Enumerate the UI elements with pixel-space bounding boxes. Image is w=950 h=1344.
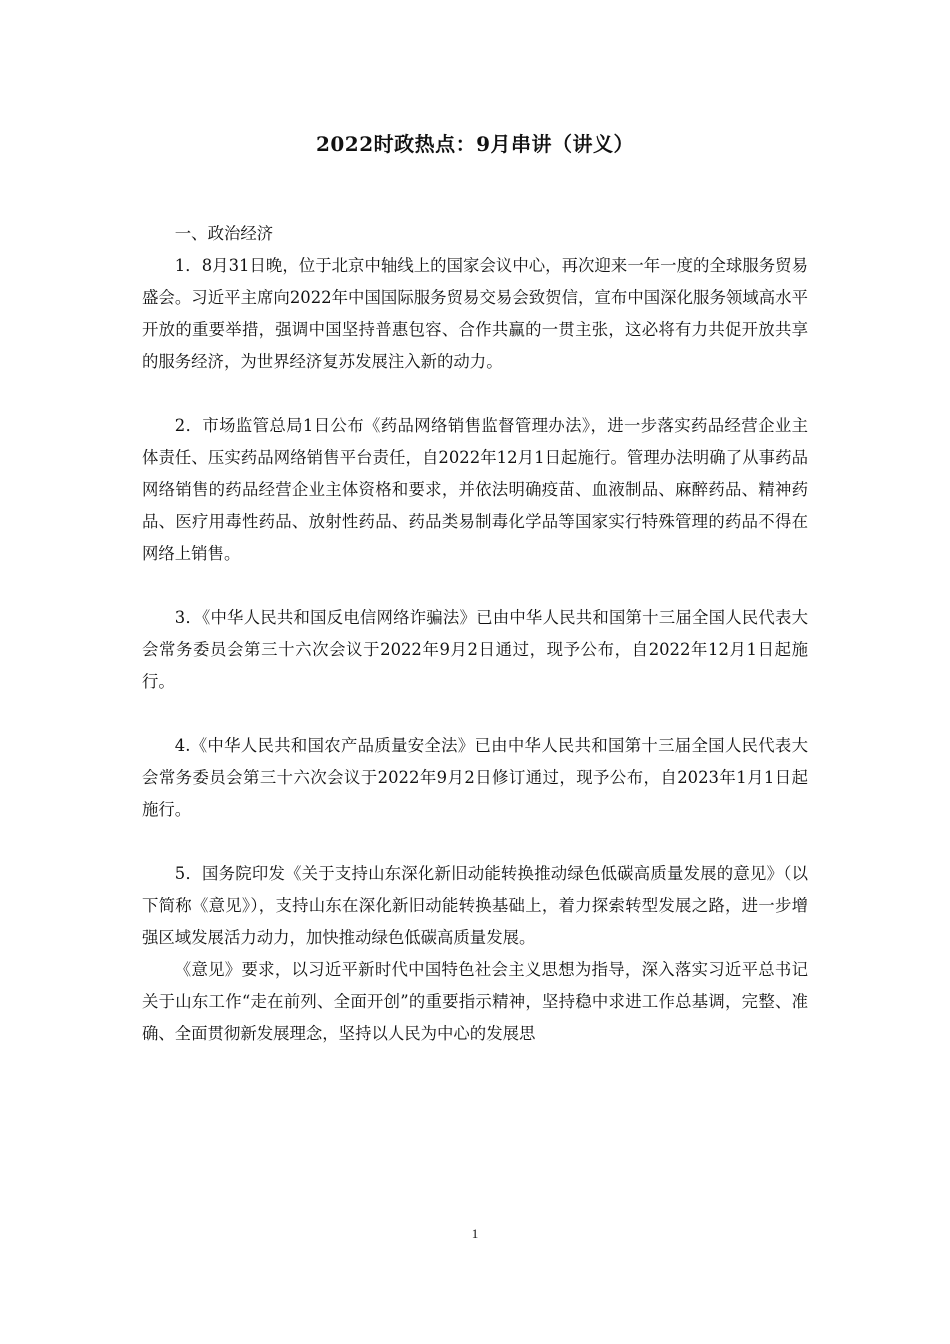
- document-body: [142, 218, 808, 1050]
- section-heading: 一、政治经济: [174, 224, 274, 243]
- paragraph-5: 5．国务院印发《关于支持山东深化新旧动能转换推动绿色低碳高质量发展的意见》（以下简称《意见》），支持山东在深化新旧动能转换基础上，着力探索转型发展之路，进一步增强区域发展活力动力，加快推动绿色低碳高质量发展。: [142, 864, 808, 947]
- document-title: 2022时政热点：9月串讲（讲义）: [315, 132, 635, 156]
- page-number: 1: [471, 1226, 479, 1241]
- paragraph-6: 《意见》要求，以习近平新时代中国特色社会主义思想为指导，深入落实习近平总书记关于山东工作“走在前列、全面开创”的重要指示精神，坚持稳中求进工作总基调，完整、准确、全面贯彻新发展理念，坚持以人民为中心的发展思: [142, 960, 808, 1043]
- paragraph-1: 1．8月31日晚，位于北京中轴线上的国家会议中心，再次迎来一年一度的全球服务贸易盛会。习近平主席向2022年中国国际服务贸易交易会致贺信，宣布中国深化服务领域高水平开放的重要举措，强调中国坚持普惠包容、合作共赢的一贯主张，这必将有力共促开放共享的服务经济，为世界经济复苏发展注入新的动力。: [142, 256, 808, 371]
- paragraph-2: 2．市场监管总局1日公布《药品网络销售监督管理办法》，进一步落实药品经营企业主体责任、压实药品网络销售平台责任，自2022年12月1日起施行。管理办法明确了从事药品网络销售的药品经营企业主体资格和要求，并依法明确疫苗、血液制品、麻醉药品、精神药品、医疗用毒性药品、放射性药品、药品类易制毒化学品等国家实行特殊管理的药品不得在网络上销售。: [142, 416, 808, 563]
- paragraph-3: 3．《中华人民共和国反电信网络诈骗法》已由中华人民共和国第十三届全国人民代表大会常务委员会第三十六次会议于2022年9月2日通过，现予公布，自2022年12月1日起施行。: [142, 608, 808, 691]
- paragraph-4: 4.《中华人民共和国农产品质量安全法》已由中华人民共和国第十三届全国人民代表大会常务委员会第三十六次会议于2022年9月2日修订通过，现予公布，自2023年1月1日起施行。: [142, 736, 808, 819]
